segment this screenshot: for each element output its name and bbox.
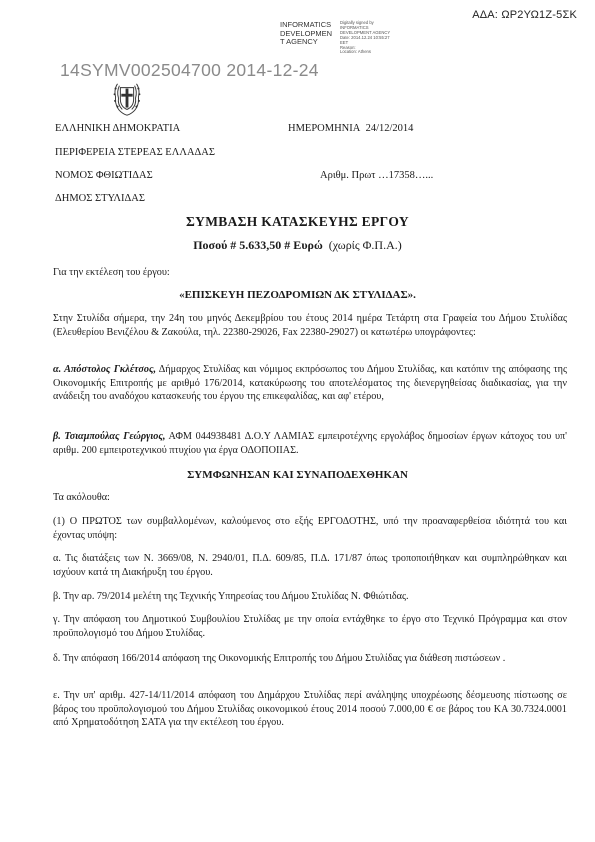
signature-detail-line: Digitally signed by — [340, 20, 374, 25]
protocol-number: Αριθμ. Πρωτ …17358…... — [320, 170, 434, 181]
clause-1: (1) Ο ΠΡΩΤΟΣ των συμβαλλομένων, καλούμενος στο εξής ΕΡΓΟΔΟΤΗΣ, υπό την προαναφερθείσα ιδιότητά του και έχοντας υπόψη: — [53, 516, 567, 541]
republic-heading: ΕΛΛΗΝΙΚΗ ΔΗΜΟΚΡΑΤΙΑ — [55, 123, 181, 134]
digital-signature-title — [280, 21, 338, 47]
project-title: «ΕΠΙΣΚΕΥΗ ΠΕΖΟΔΡΟΜΙΩΝ ΔΚ ΣΤΥΛΙΔΑΣ». — [179, 289, 416, 301]
signature-detail-line: EET — [340, 39, 349, 45]
party-a-paragraph — [53, 363, 567, 404]
signature-detail-line: DEVELOPMENT AGENCY — [340, 29, 391, 35]
document-title: ΣΥΜΒΑΣΗ ΚΑΤΑΣΚΕΥΗΣ ΕΡΓΟΥ — [186, 214, 409, 229]
party-b-name: β. Τσιαμπούλας Γεώργιος, — [53, 431, 166, 442]
signature-detail-line: Date: 2014.12.24 10:55:27 — [340, 34, 390, 40]
ada-code: ΑΔΑ: ΩΡ2ΥΩ1Ζ-5ΣΚ — [472, 9, 577, 21]
following-text: Τα ακόλουθα: — [53, 492, 110, 503]
list-item-d: δ. Την απόφαση 166/2014 απόφαση της Οικονομικής Επιτροπής του Δήμου Στυλίδας για διάθεση πιστώσεων . — [53, 653, 506, 664]
signature-title-line: DEVELOPMEN — [280, 28, 333, 38]
agreed-heading: ΣΥΜΦΩΝΗΣΑΝ ΚΑΙ ΣΥΝΑΠΟΔΕΧΘΗΚΑΝ — [187, 469, 408, 481]
amount-value: Ποσού # 5.633,50 # Ευρώ — [193, 238, 323, 252]
party-b-paragraph — [53, 430, 567, 457]
date-line — [288, 123, 413, 134]
signature-detail-line: Reason: — [340, 44, 356, 50]
list-item-c: γ. Την απόφαση του Δημοτικού Συμβουλίου Στυλίδας με την οποία εντάχθηκε το έργο στο Τεχνικό Πρόγραμμα και στον προϋπολογισμό του Δήμου Στυλίδας. — [53, 614, 567, 639]
date-value: 24/12/2014 — [365, 123, 414, 134]
amount-line — [0, 238, 595, 253]
greek-coat-of-arms-icon — [108, 80, 146, 118]
registry-stamp: 14SYMV002504700 2014-12-24 — [60, 60, 319, 80]
intro-text: Για την εκτέλεση του έργου: — [53, 267, 170, 278]
digital-signature-details — [340, 21, 400, 55]
amount-note: (χωρίς Φ.Π.Α.) — [328, 238, 402, 252]
list-item-e: ε. Την υπ' αριθμ. 427-14/11/2014 απόφαση του Δημάρχου Στυλίδας περί ανάληψης υποχρέωσης δέσμευσης πίστωσης σε βάρος του προϋπολογισμού του Δήμου Στυλίδας οικονομικού έτους 2014 ποσού 7.000,00 € σε βάρος του ΚΑ 30.7324.0001 από Χρηματοδότηση ΣΑΤΑ για την εκτέλεση του έργου. — [53, 690, 567, 729]
region-heading: ΠΕΡΙΦΕΡΕΙΑ ΣΤΕΡΕΑΣ ΕΛΛΑΔΑΣ — [55, 147, 215, 158]
party-a-text: Δήμαρχος Στυλίδας και νόμιμος εκπρόσωπος του Δήμου Στυλίδας, και κατόπιν της απόφασης της Οικονομικής Επιτροπής με αριθμό 176/2014, κατακύρωσης του αποτελέσματος της διενεργηθείσας διαδικασίας, για την ανάδειξη του αναδόχου κατασκευής του έργου της επικεφαλίδας, και αφ' ετέρου, — [53, 364, 567, 403]
signature-title-line: INFORMATICS — [280, 20, 332, 29]
list-item-b: β. Την αρ. 79/2014 μελέτη της Τεχνικής Υπηρεσίας του Δήμου Στυλίδας Ν. Φθιώτιδας. — [53, 591, 409, 602]
signature-title-line: T AGENCY — [280, 37, 318, 47]
date-label: ΗΜΕΡΟΜΗΝΙΑ — [288, 123, 361, 134]
list-item-a: α. Τις διατάξεις των Ν. 3669/08, Ν. 2940/01, Π.Δ. 609/85, Π.Δ. 171/87 όπως τροποποιήθηκαν και συμπληρώθηκαν και ισχύουν κατά τη Διακήρυξη του έργου. — [53, 553, 567, 578]
prefecture-heading: ΝΟΜΟΣ ΦΘΙΩΤΙΔΑΣ — [55, 170, 153, 181]
party-b-text: ΑΦΜ 044938481 Δ.Ο.Υ ΛΑΜΙΑΣ εμπειροτέχνης εργολάβος δημοσίων έργων κάτοχος του υπ' αριθμ. 200 εμπειροτεχνικού πτυχίου για έργα ΟΔΟΠΟΙΙΑΣ. — [53, 431, 567, 456]
party-a-name: α. Απόστολος Γκλέτσος, — [53, 364, 157, 375]
opening-paragraph: Στην Στυλίδα σήμερα, την 24η του μηνός Δεκεμβρίου του έτους 2014 ημέρα Τετάρτη στα Γραφεία του Δήμου Στυλίδας (Ελευθερίου Βενιζέλου & Ζακούλα, τηλ. 22380-29026, Fax 22380-29027) οι κατωτέρω υπογράφοντες: — [53, 313, 567, 338]
municipality-heading: ΔΗΜΟΣ ΣΤΥΛΙΔΑΣ — [55, 193, 145, 204]
signature-detail-line: Location: Athens — [340, 49, 371, 55]
signature-detail-line: INFORMATICS — [340, 24, 369, 30]
